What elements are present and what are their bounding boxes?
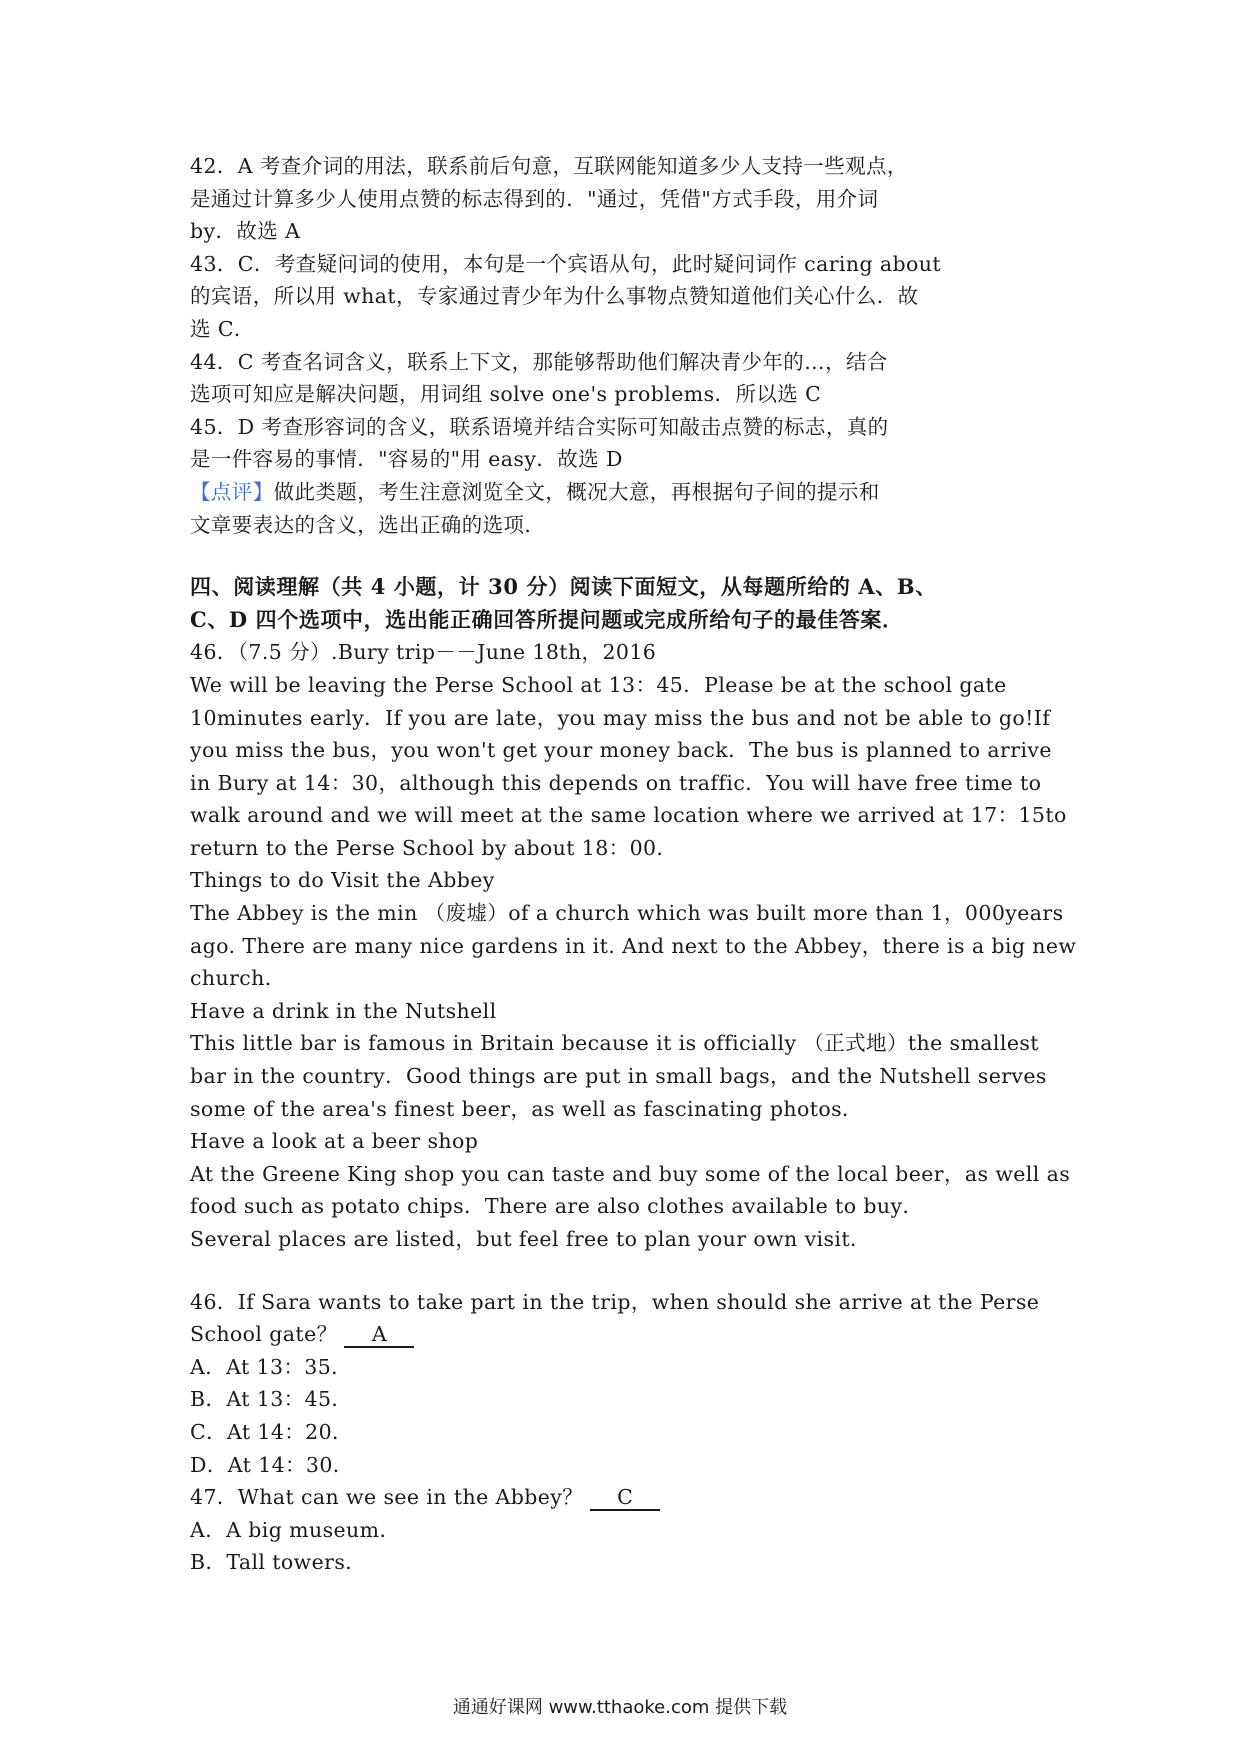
text-line: by．故选 A — [190, 219, 301, 244]
text-line: 的宾语，所以用 what，专家通过青少年为什么事物点赞知道他们关心什么．故 — [190, 284, 919, 309]
option-a: A．At 13：35． — [190, 1354, 353, 1379]
document-page — [190, 150, 1077, 1579]
comment-tag: 【点评】 — [190, 479, 274, 504]
text-line: ago. There are many nice gardens in it. And next to the Abbey，there is a big new — [190, 933, 1077, 958]
text-line: 45．D 考查形容词的含义，联系语境并结合实际可知敲击点赞的标志，真的 — [190, 414, 889, 439]
passage-heading: 46．（7.5 分）.Bury trip－－June 18th，2016 — [190, 640, 657, 665]
text-line: some of the area's finest beer，as well as fascinating photos． — [190, 1096, 863, 1121]
text-line: 42．A 考查介词的用法，联系前后句意，互联网能知道多少人支持一些观点， — [190, 154, 908, 178]
text-line: 是一件容易的事情．"容易的"用 easy．故选 D — [190, 447, 623, 472]
text-line: 43．C．考查疑问词的使用，本句是一个宾语从句，此时疑问词作 caring about — [190, 251, 942, 276]
text-line: church． — [190, 966, 286, 991]
text-line: The Abbey is the min （废墟）of a church which was built more than 1，000years — [190, 901, 1064, 926]
option-a: A．A big museum． — [190, 1517, 401, 1542]
text-line: 10minutes early．If you are late，you may miss the bus and not be able to go!If — [190, 705, 1051, 730]
text-line: return to the Perse School by about 18：00． — [190, 835, 678, 860]
question-text-main: 47．What can we see in the Abbey？ — [190, 1485, 584, 1510]
text-line: you miss the bus，you won't get your money back．The bus is planned to arrive — [190, 738, 1052, 763]
question-text: 46．If Sara wants to take part in the trip，when should she arrive at the Perse — [190, 1289, 1040, 1314]
text-line: 选项可知应是解决问题，用词组 solve one's problems．所以选 C — [190, 382, 822, 407]
spacer — [190, 1256, 1060, 1286]
text-line: 选 C． — [190, 316, 255, 341]
reading-passage — [190, 636, 1077, 1255]
question-46 — [190, 1286, 1060, 1482]
comment-block — [190, 476, 1060, 541]
text-line: This little bar is famous in Britain because it is officially （正式地）the smallest — [190, 1031, 1039, 1056]
section-title-line: 四、阅读理解（共 4 小题，计 30 分）阅读下面短文，从每题所给的 A、B、 — [190, 574, 937, 600]
explanation-q42 — [190, 150, 1060, 248]
text-line: in Bury at 14：30，although this depends on traffic．You will have free time to — [190, 770, 1042, 795]
explanation-q44 — [190, 346, 1060, 411]
question-text-cont: School gate？ — [190, 1322, 338, 1347]
text-line: We will be leaving the Perse School at 13：45．Please be at the school gate — [190, 672, 1007, 697]
explanation-q43 — [190, 248, 1060, 346]
text-line: walk around and we will meet at the same location where we arrived at 17：15to — [190, 803, 1067, 828]
answer-blank: A — [344, 1322, 414, 1348]
question-47 — [190, 1481, 1060, 1579]
text-line: 是通过计算多少人使用点赞的标志得到的．"通过，凭借"方式手段，用介词 — [190, 186, 879, 211]
subheading: Things to do Visit the Abbey — [190, 868, 495, 893]
subheading: Have a drink in the Nutshell — [190, 998, 497, 1023]
text-line: bar in the country．Good things are put in small bags，and the Nutshell serves — [190, 1064, 1047, 1089]
text-line: Several places are listed，but feel free to plan your own visit． — [190, 1227, 871, 1251]
option-b: B．Tall towers． — [190, 1550, 367, 1575]
explanation-q45 — [190, 411, 1060, 476]
page-footer: 通通好课网 www.tthaoke.com 提供下载 — [452, 1697, 788, 1718]
text-line: food such as potato chips．There are also clothes available to buy． — [190, 1194, 924, 1219]
answer-blank: C — [590, 1485, 660, 1511]
option-b: B．At 13：45． — [190, 1387, 353, 1412]
question-text — [190, 1318, 1060, 1351]
subheading: Have a look at a beer shop — [190, 1129, 479, 1154]
option-d: D．At 14：30． — [190, 1452, 354, 1477]
option-c: C．At 14：20． — [190, 1419, 353, 1444]
spacer — [190, 541, 1060, 571]
question-text — [190, 1481, 1060, 1514]
text-line: 44．C 考查名词含义，联系上下文，那能够帮助他们解决青少年的…，结合 — [190, 349, 888, 374]
section-title-line: C、D 四个选项中，选出能正确回答所提问题或完成所给句子的最佳答案． — [190, 606, 904, 632]
text-line: At the Greene King shop you can taste and buy some of the local beer，as well as — [190, 1161, 1071, 1186]
comment-text: 做此类题，考生注意浏览全文，概况大意，再根据句子间的提示和 — [273, 479, 880, 504]
section-heading — [190, 571, 1060, 636]
text-line — [190, 476, 1060, 509]
text-line: 文章要表达的含义，选出正确的选项． — [190, 512, 546, 537]
